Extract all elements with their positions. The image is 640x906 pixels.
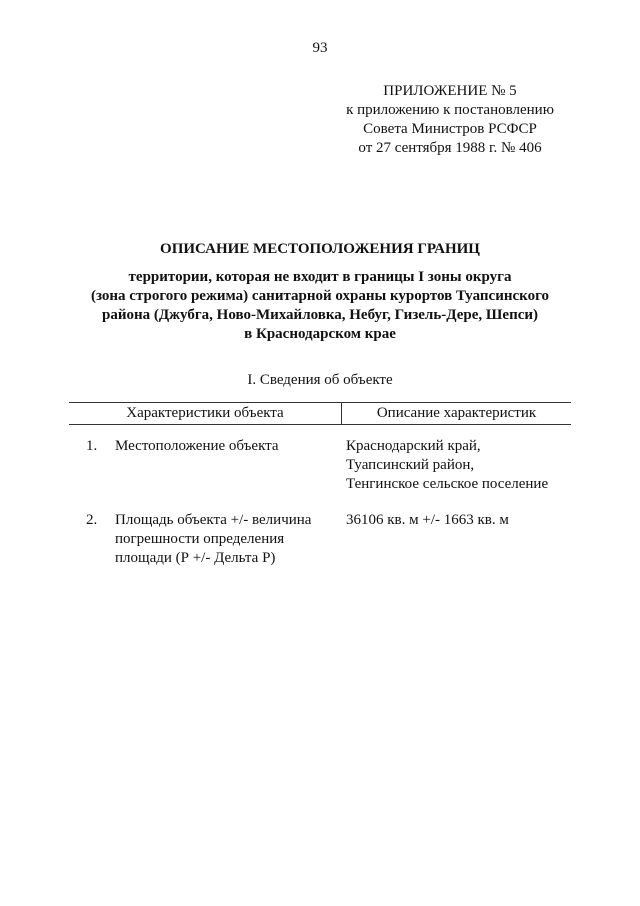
- row-description-line: Краснодарский край,: [346, 438, 481, 454]
- document-title: ОПИСАНИЕ МЕСТОПОЛОЖЕНИЯ ГРАНИЦ: [160, 241, 480, 257]
- row-characteristic-line: Местоположение объекта: [115, 438, 279, 454]
- row-description-line: Туапсинский район,: [346, 457, 475, 473]
- row-description-line: 36106 кв. м +/- 1663 кв. м: [346, 512, 509, 528]
- document-subtitle-line: территории, которая не входит в границы I зоны округа: [128, 269, 512, 285]
- table-row: [69, 437, 571, 494]
- row-characteristic-line: площади (Р +/- Дельта Р): [115, 550, 276, 566]
- row-characteristic-line: погрешности определения: [115, 531, 285, 547]
- row-description-line: Тенгинское сельское поселение: [346, 476, 549, 492]
- page-number: 93: [312, 40, 328, 56]
- row-number: 1.: [86, 438, 98, 454]
- table-header: [69, 402, 571, 425]
- appendix-line: Совета Министров РСФСР: [363, 121, 537, 137]
- table-header-characteristics: Характеристики объекта: [69, 403, 342, 424]
- row-number: 2.: [86, 512, 98, 528]
- row-characteristic: [115, 437, 346, 494]
- appendix-line: от 27 сентября 1988 г. № 406: [358, 140, 542, 156]
- table-header-description: Описание характеристик: [376, 405, 537, 421]
- object-info-table: [69, 402, 571, 568]
- document-subtitle-line: в Краснодарском крае: [244, 326, 396, 342]
- appendix-title: ПРИЛОЖЕНИЕ № 5: [383, 83, 517, 99]
- row-description: [346, 511, 571, 568]
- table-row: [69, 511, 571, 568]
- document-subtitle-line: (зона строгого режима) санитарной охраны курортов Туапсинского: [90, 288, 550, 304]
- appendix-line: к приложению к постановлению: [346, 102, 554, 118]
- document-subtitle-line: района (Джубга, Ново-Михайловка, Небуг, Гизель-Дере, Шепси): [101, 307, 539, 323]
- row-characteristic-line: Площадь объекта +/- величина: [115, 512, 312, 528]
- row-characteristic: [115, 511, 346, 568]
- document-heading: [40, 240, 600, 344]
- appendix-block: [330, 82, 570, 158]
- row-description: [346, 437, 571, 494]
- section-title: I. Сведения об объекте: [247, 372, 393, 388]
